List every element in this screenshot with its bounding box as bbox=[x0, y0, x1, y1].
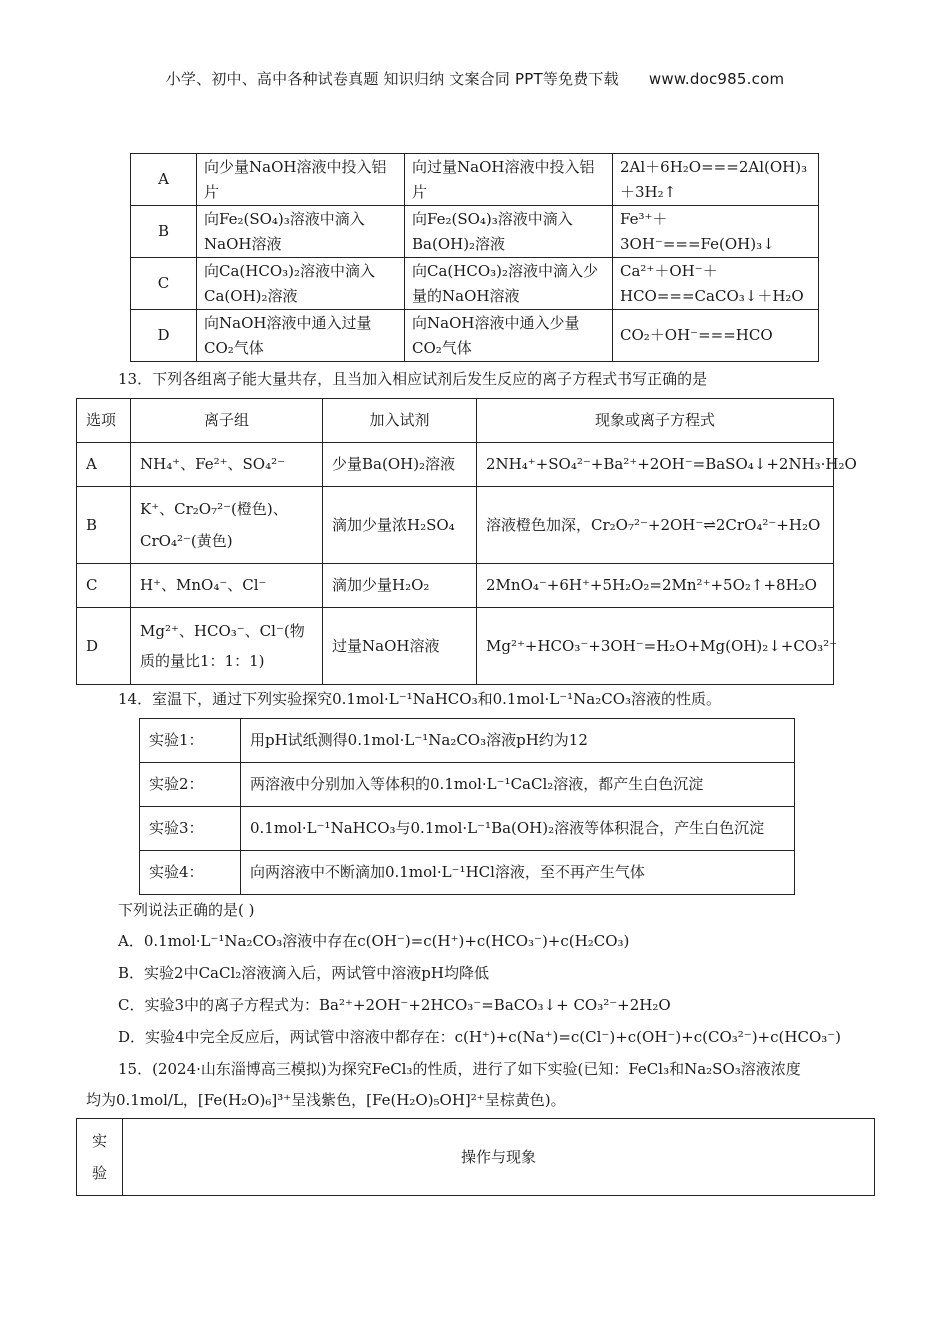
q13-table bbox=[76, 398, 857, 685]
experiment-content: 0.1mol·L⁻¹NaHCO₃与0.1mol·L⁻¹Ba(OH)₂溶液等体积混合，产生白色沉淀 bbox=[241, 807, 795, 851]
reagent: 滴加少量H₂O₂ bbox=[323, 564, 477, 608]
cell: 向少量NaOH溶液中投入铝片 bbox=[197, 154, 405, 206]
column-header-operation: 操作与现象 bbox=[123, 1119, 875, 1196]
question-14-stem: 14．室温下，通过下列实验探究0.1mol·L⁻¹NaHCO₃和0.1mol·L⁻¹Na₂CO₃溶液的性质。 bbox=[118, 690, 722, 708]
table-row bbox=[140, 851, 795, 895]
experiment-label: 实验3： bbox=[140, 807, 241, 851]
equation: 2MnO₄⁻+6H⁺+5H₂O₂=2Mn²⁺+5O₂↑+8H₂O bbox=[477, 564, 834, 608]
cell: CO₂＋OH⁻===HCO bbox=[613, 310, 819, 362]
equation: 2NH₄⁺+SO₄²⁻+Ba²⁺+2OH⁻=BaSO₄↓+2NH₃·H₂O bbox=[477, 443, 834, 487]
column-header-experiment bbox=[77, 1119, 123, 1196]
table-row bbox=[131, 310, 819, 362]
option-label: D bbox=[77, 608, 131, 685]
option-b[interactable]: B．实验2中CaCl₂溶液滴入后，两试管中溶液pH均降低 bbox=[118, 964, 489, 982]
cell: 向Fe₂(SO₄)₃溶液中滴入NaOH溶液 bbox=[197, 206, 405, 258]
experiment-label: 实验2： bbox=[140, 763, 241, 807]
option-label: B bbox=[77, 487, 131, 564]
experiment-content: 用pH试纸测得0.1mol·L⁻¹Na₂CO₃溶液pH约为12 bbox=[241, 719, 795, 763]
ion-group: NH₄⁺、Fe²⁺、SO₄²⁻ bbox=[131, 443, 323, 487]
option-label: A bbox=[77, 443, 131, 487]
ion-group: H⁺、MnO₄⁻、Cl⁻ bbox=[131, 564, 323, 608]
page-header bbox=[0, 68, 950, 89]
ion-group: Mg²⁺、HCO₃⁻、Cl⁻(物质的量比1：1：1) bbox=[131, 608, 323, 685]
table-row bbox=[131, 258, 819, 310]
question-15-stem-line2: 均为0.1mol/L，[Fe(H₂O)₆]³⁺呈浅紫色，[Fe(H₂O)₅OH]²⁺呈棕黄色)。 bbox=[86, 1091, 566, 1109]
question-13-stem: 13．下列各组离子能大量共存，且当加入相应试剂后发生反应的离子方程式书写正确的是 bbox=[118, 370, 708, 388]
row-label: D bbox=[131, 310, 197, 362]
table-row bbox=[77, 608, 834, 685]
question-15-stem-line1: 15．(2024·山东淄博高三模拟)为探究FeCl₃的性质，进行了如下实验(已知：FeCl₃和Na₂SO₃溶液浓度 bbox=[118, 1060, 801, 1078]
cell: 向NaOH溶液中通入少量CO₂气体 bbox=[405, 310, 613, 362]
q15-table bbox=[76, 1118, 875, 1196]
experiment-content: 向两溶液中不断滴加0.1mol·L⁻¹HCl溶液，至不再产生气体 bbox=[241, 851, 795, 895]
table-row bbox=[140, 763, 795, 807]
option-label: C bbox=[77, 564, 131, 608]
experiment-label: 实验4： bbox=[140, 851, 241, 895]
option-a[interactable]: A．0.1mol·L⁻¹Na₂CO₃溶液中存在c(OH⁻)=c(H⁺)+c(HCO₃⁻)+c(H₂CO₃) bbox=[118, 932, 630, 950]
cell: 向Ca(HCO₃)₂溶液中滴入少量的NaOH溶液 bbox=[405, 258, 613, 310]
table-row bbox=[77, 443, 834, 487]
table-row bbox=[77, 487, 834, 564]
reagent: 少量Ba(OH)₂溶液 bbox=[323, 443, 477, 487]
column-header: 选项 bbox=[77, 399, 131, 443]
row-label: B bbox=[131, 206, 197, 258]
equation: 溶液橙色加深，Cr₂O₇²⁻+2OH⁻⇌2CrO₄²⁻+H₂O bbox=[477, 487, 834, 564]
row-label: A bbox=[131, 154, 197, 206]
cell: 向Fe₂(SO₄)₃溶液中滴入Ba(OH)₂溶液 bbox=[405, 206, 613, 258]
experiment-label: 实验1： bbox=[140, 719, 241, 763]
cell: 向Ca(HCO₃)₂溶液中滴入Ca(OH)₂溶液 bbox=[197, 258, 405, 310]
column-header: 现象或离子方程式 bbox=[477, 399, 834, 443]
table-header-row bbox=[77, 1119, 875, 1196]
cell: 向过量NaOH溶液中投入铝片 bbox=[405, 154, 613, 206]
cell: 2Al＋6H₂O===2Al(OH)₃＋3H₂↑ bbox=[613, 154, 819, 206]
cell: 向NaOH溶液中通入过量CO₂气体 bbox=[197, 310, 405, 362]
reagent: 滴加少量浓H₂SO₄ bbox=[323, 487, 477, 564]
header-url[interactable]: www.doc985.com bbox=[648, 70, 785, 88]
cell: Ca²⁺＋OH⁻＋HCO===CaCO₃↓＋H₂O bbox=[613, 258, 819, 310]
experiment-content: 两溶液中分别加入等体积的0.1mol·L⁻¹CaCl₂溶液，都产生白色沉淀 bbox=[241, 763, 795, 807]
equation: Mg²⁺+HCO₃⁻+3OH⁻=H₂O+Mg(OH)₂↓+CO₃²⁻ bbox=[477, 608, 834, 685]
question-14-prompt: 下列说法正确的是( ) bbox=[118, 901, 255, 919]
column-header: 加入试剂 bbox=[323, 399, 477, 443]
table-row bbox=[140, 719, 795, 763]
cell: Fe³⁺＋3OH⁻===Fe(OH)₃↓ bbox=[613, 206, 819, 258]
options-table-q12 bbox=[130, 153, 819, 362]
reagent: 过量NaOH溶液 bbox=[323, 608, 477, 685]
table-row bbox=[131, 154, 819, 206]
option-c[interactable]: C．实验3中的离子方程式为：Ba²⁺+2OH⁻+2HCO₃⁻=BaCO₃↓+ CO₃²⁻+2H₂O bbox=[118, 996, 671, 1014]
ion-group: K⁺、Cr₂O₇²⁻(橙色)、CrO₄²⁻(黄色) bbox=[131, 487, 323, 564]
row-label: C bbox=[131, 258, 197, 310]
q14-experiment-table bbox=[139, 718, 795, 895]
column-header: 离子组 bbox=[131, 399, 323, 443]
table-row bbox=[131, 206, 819, 258]
table-row bbox=[77, 564, 834, 608]
column-header-experiment-text: 实验 bbox=[91, 1132, 107, 1182]
table-row bbox=[140, 807, 795, 851]
header-text: 小学、初中、高中各种试卷真题 知识归纳 文案合同 PPT等免费下载 bbox=[165, 70, 619, 88]
option-d[interactable]: D．实验4中完全反应后，两试管中溶液中都存在：c(H⁺)+c(Na⁺)=c(Cl⁻)+c(OH⁻)+c(CO₃²⁻)+c(HCO₃⁻) bbox=[118, 1028, 842, 1046]
table-header-row bbox=[77, 399, 834, 443]
